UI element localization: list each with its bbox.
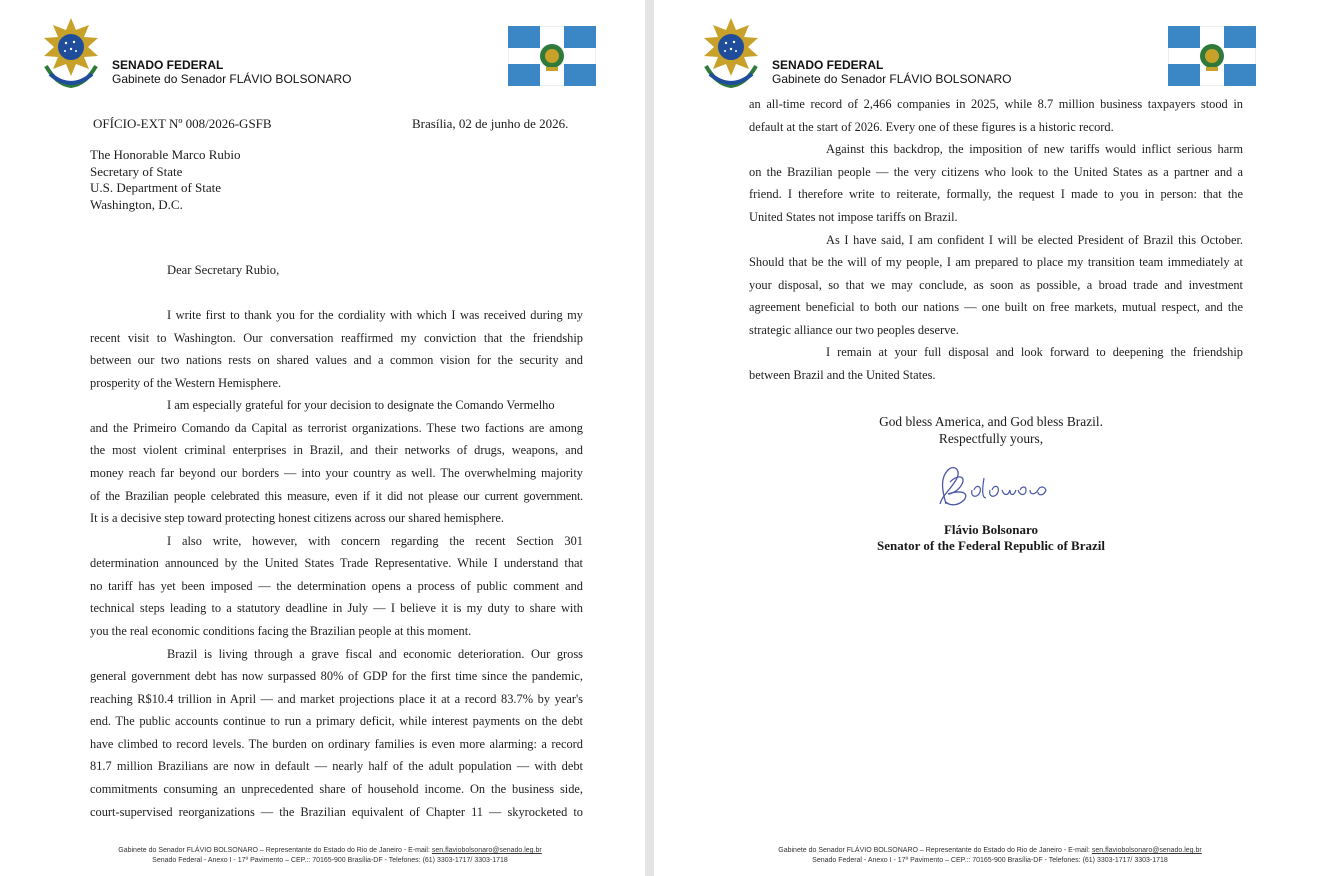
body-line: you the real economic conditions facing the Brazilian people at this moment.: [90, 624, 472, 638]
footer-line1: Gabinete do Senador FLÁVIO BOLSONARO – Representante do Estado do Rio de Janeiro - E-mail:: [118, 847, 432, 854]
body-line: I write first to thank you for the cordiality with which I was received during my: [167, 308, 583, 322]
body-line: strategic alliance our two peoples deserve.: [749, 323, 959, 337]
body-line: between Brazil and the United States.: [749, 368, 936, 382]
page-footer: [710, 846, 1270, 866]
salutation: Dear Secretary Rubio,: [167, 263, 280, 277]
body-line: and the Primeiro Comando da Capital as terrorist organizations. These two factions are among: [90, 421, 583, 435]
letterhead-subtitle: Gabinete do Senador FLÁVIO BOLSONARO: [772, 72, 1012, 86]
body-line: of the Brazilian people celebrated this measure, even if it did not please our current government.: [90, 489, 583, 503]
body-line: general government debt has now surpassed 80% of GDP for the first time since the pandemic,: [90, 669, 583, 683]
body-line: determination announced by the United States Trade Representative. While I understand that: [90, 556, 583, 570]
footer-line2: Senado Federal - Anexo I - 17º Pavimento – CEP.:: 70165-900 Brasília-DF - Telefones: (61) 3303-1717/ 3303-1718: [152, 857, 508, 864]
letterhead: [112, 58, 351, 86]
reference-number: OFÍCIO-EXT Nº 008/2026-GSFB: [93, 116, 272, 131]
body-line: court-supervised reorganizations — the Brazilian equivalent of Chapter 11 — skyrocketed to: [90, 805, 583, 819]
body-line: recent visit to Washington. Our conversation reaffirmed my conviction that the friendship: [90, 331, 583, 345]
recipient-title: Secretary of State: [90, 163, 183, 179]
body-line: Against this backdrop, the imposition of new tariffs would inflict serious harm: [826, 142, 1243, 156]
body-line: no tariff has yet been imposed — the determination opens a process of public comment and: [90, 579, 583, 593]
place-date: Brasília, 02 de junho de 2026.: [412, 116, 569, 131]
letterhead-subtitle: Gabinete do Senador FLÁVIO BOLSONARO: [112, 72, 352, 86]
body-line: on the Brazilian people — the very citizens who look to the United States as a partner and a: [749, 165, 1243, 179]
body-line: reaching R$10.4 trillion in April — and market projections place it at a record 83.7% by year's: [90, 692, 583, 706]
body-line: end. The public accounts continue to run a primary deficit, while interest payments on the debt: [90, 714, 583, 728]
recipient-block: [90, 147, 390, 213]
letter-page-1: [0, 0, 645, 876]
closing-block: [841, 413, 1141, 447]
signatory-title: Senator of the Federal Republic of Brazil: [877, 538, 1105, 553]
page-gutter: [645, 0, 654, 876]
closing-blessing: God bless America, and God bless Brazil.: [879, 414, 1103, 429]
body-line: the most violent criminal enterprises in Brazil, and their networks of drugs, weapons, and: [90, 443, 583, 457]
body-line: your disposal, so that we may conclude, as soon as possible, a broad trade and investment: [749, 278, 1243, 292]
coat-of-arms-icon: [698, 16, 764, 94]
recipient-name: The Honorable Marco Rubio: [90, 147, 241, 162]
rio-flag-icon: [508, 26, 596, 86]
signatory-name: Flávio Bolsonaro: [943, 522, 1039, 537]
letterhead-title: SENADO FEDERAL: [112, 58, 224, 72]
page-footer: [50, 846, 610, 866]
body-line: As I have said, I am confident I will be elected President of Brazil this October.: [826, 233, 1243, 247]
body-line: I am especially grateful for your decision to designate the Comando Vermelho: [167, 398, 555, 412]
body-line: money reach far beyond our borders — into your country as well. The overwhelming majority: [90, 466, 583, 480]
body-line: United States not impose tariffs on Brazil.: [749, 210, 958, 224]
handwritten-signature: [932, 460, 1056, 512]
letterhead: [772, 58, 1011, 86]
letterhead-title: SENADO FEDERAL: [772, 58, 884, 72]
body-line: between our two nations rests on shared values and a common vision for the security and: [90, 353, 583, 367]
letter-page-2: [654, 0, 1332, 876]
recipient-city: Washington, D.C.: [90, 196, 183, 212]
body-line: have climbed to record levels. The burden on ordinary families is even more alarming: a record: [90, 737, 583, 751]
body-line: It is a decisive step toward protecting honest citizens across our shared hemisphere.: [90, 511, 504, 525]
body-line: technical steps leading to a statutory deadline in July — I believe it is my duty to share with: [90, 601, 583, 615]
recipient-department: U.S. Department of State: [90, 180, 222, 195]
footer-email[interactable]: sen.flaviobolsonaro@senado.leg.br: [1091, 847, 1202, 854]
body-line: friend. I therefore write to reiterate, formally, the request I made to you in person: that the: [749, 187, 1243, 201]
body-line: agreement beneficial to both our nations — one built on free markets, mutual respect, and the: [749, 300, 1243, 314]
footer-email[interactable]: sen.flaviobolsonaro@senado.leg.br: [431, 847, 542, 854]
body-line: commitments consuming an unprecedented share of household income. On the business side,: [90, 782, 583, 796]
body-line: prosperity of the Western Hemisphere.: [90, 376, 282, 390]
body-line: Should that be the will of my people, I am prepared to place my transition team immediately at: [749, 255, 1243, 269]
signatory: [841, 522, 1141, 554]
closing-valediction: Respectfully yours,: [938, 431, 1044, 446]
body-line: I also write, however, with concern regarding the recent Section 301: [167, 534, 583, 548]
body-line: default at the start of 2026. Every one of these figures is a historic record.: [749, 120, 1114, 134]
footer-line1: Gabinete do Senador FLÁVIO BOLSONARO – Representante do Estado do Rio de Janeiro - E-mail:: [778, 847, 1092, 854]
body-line: an all-time record of 2,466 companies in 2025, while 8.7 million business taxpayers stood in: [749, 97, 1243, 111]
footer-line2: Senado Federal - Anexo I - 17º Pavimento – CEP.:: 70165-900 Brasília-DF - Telefones: (61) 3303-1717/ 3303-1718: [812, 857, 1168, 864]
coat-of-arms-icon: [38, 16, 104, 94]
body-line: I remain at your full disposal and look forward to deepening the friendship: [826, 345, 1243, 359]
rio-flag-icon: [1168, 26, 1256, 86]
body-line: Brazil is living through a grave fiscal and economic deterioration. Our gross: [167, 647, 583, 661]
body-line: 81.7 million Brazilians are now in default — nearly half of the adult population — with debt: [90, 759, 583, 773]
